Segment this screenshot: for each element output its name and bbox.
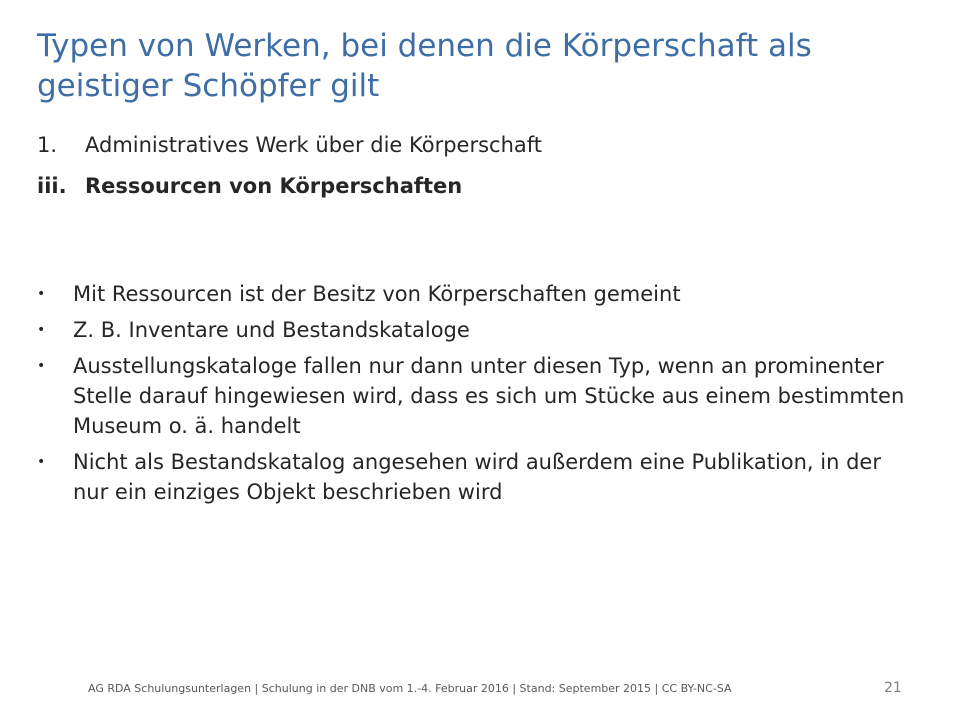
bullet-icon: • bbox=[37, 286, 46, 302]
footer-text: AG RDA Schulungsunterlagen | Schulung in der DNB vom 1.-4. Februar 2016 | Stand: September 2015 | CC BY-NC-SA bbox=[88, 682, 732, 695]
sub-point bbox=[37, 171, 462, 201]
sub-point-number: iii. bbox=[37, 174, 67, 198]
page-number: 21 bbox=[884, 680, 902, 696]
bullet-text: Ausstellungskataloge fallen nur dann unter diesen Typ, wenn an prominenter Stelle darauf hingewiesen wird, dass es sich um Stücke aus einem bestimmten Museum o. ä. handelt bbox=[73, 354, 905, 438]
bullet-icon: • bbox=[37, 358, 46, 374]
bullet-icon: • bbox=[37, 454, 46, 470]
bullet-item bbox=[37, 279, 907, 309]
bullet-icon: • bbox=[37, 322, 46, 338]
bullet-item bbox=[37, 315, 907, 345]
bullet-text: Z. B. Inventare und Bestandskataloge bbox=[73, 318, 470, 342]
numbered-item-text: Administratives Werk über die Körperschaft bbox=[85, 133, 543, 157]
slide-title: Typen von Werken, bei denen die Körperschaft als geistiger Schöpfer gilt bbox=[37, 28, 812, 104]
bullet-item bbox=[37, 447, 907, 507]
bullet-item bbox=[37, 351, 907, 441]
sub-point-text: Ressourcen von Körperschaften bbox=[85, 174, 463, 198]
bullet-list bbox=[37, 279, 907, 513]
numbered-item-number: 1. bbox=[37, 133, 58, 157]
numbered-item bbox=[37, 130, 542, 160]
bullet-text: Mit Ressourcen ist der Besitz von Körperschaften gemeint bbox=[73, 282, 681, 306]
bullet-text: Nicht als Bestandskatalog angesehen wird außerdem eine Publikation, in der nur ein einziges Objekt beschrieben wird bbox=[73, 450, 881, 504]
